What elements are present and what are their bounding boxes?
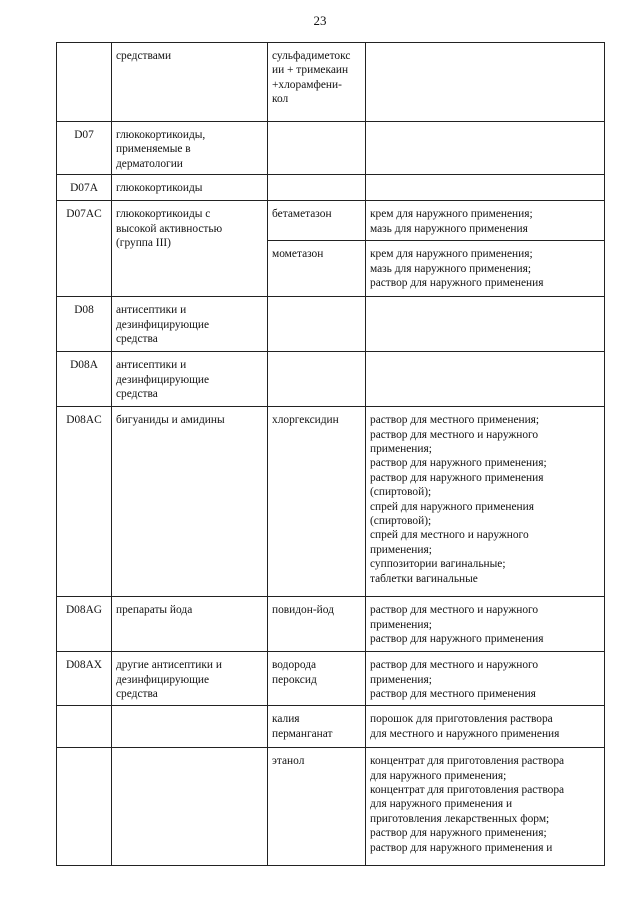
dosage-form-cell-line: для наружного применения; — [370, 769, 507, 782]
anatomical-group-cell-line: средства — [116, 388, 158, 401]
drug-name-cell — [268, 297, 366, 352]
drug-name-cell-line: кол — [272, 93, 289, 106]
atc-code-cell-line: D08A — [70, 359, 98, 372]
dosage-form-cell-line: раствор для местного применения; — [370, 414, 540, 427]
drug-table — [56, 42, 605, 866]
anatomical-group-cell-line: антисептики и — [116, 304, 187, 317]
table-row — [57, 201, 605, 241]
dosage-form-cell — [366, 352, 605, 407]
atc-code-cell-line: D07A — [70, 182, 98, 195]
table-row — [57, 297, 605, 352]
dosage-form-cell-line: концентрат для приготовления раствора — [370, 755, 565, 768]
drug-name-cell — [268, 122, 366, 175]
dosage-form-cell-line: крем для наружного применения; — [370, 248, 533, 261]
drug-name-cell-line: хлоргексидин — [272, 414, 339, 427]
atc-code-cell — [57, 43, 112, 122]
drug-name-cell-line: перманганат — [272, 727, 333, 740]
anatomical-group-cell-line: глюкокортикоиды с — [116, 208, 211, 221]
drug-name-cell-line: пероксид — [272, 673, 317, 686]
atc-code-cell — [57, 175, 112, 201]
drug-name-cell-line: сульфадиметокс — [272, 50, 351, 62]
dosage-form-cell — [366, 122, 605, 175]
anatomical-group-cell-line: глюкокортикоиды, — [116, 129, 206, 141]
anatomical-group-cell-line: дезинфицирующие — [116, 318, 210, 331]
anatomical-group-cell-line: дерматологии — [116, 157, 183, 170]
table-row — [57, 652, 605, 706]
dosage-form-cell-line: суппозитории вагинальные; — [370, 558, 506, 571]
dosage-form-cell-line: раствор для наружного применения и — [370, 841, 553, 854]
anatomical-group-cell-line: дезинфицирующие — [116, 373, 210, 386]
dosage-form-cell-line: раствор для местного и наружного — [370, 604, 539, 617]
dosage-form-cell-line: мазь для наружного применения; — [370, 262, 532, 275]
atc-code-cell-line: D07 — [74, 129, 94, 141]
dosage-form-cell-line: таблетки вагинальные — [370, 572, 478, 585]
anatomical-group-cell-line: бигуаниды и амидины — [116, 414, 225, 427]
anatomical-group-cell — [112, 122, 268, 175]
atc-code-cell — [57, 201, 112, 297]
atc-code-cell-line: D08AX — [65, 659, 103, 672]
drug-name-cell-line: этанол — [272, 755, 305, 768]
dosage-form-cell-line: раствор для наружного применения — [370, 277, 544, 290]
dosage-form-cell-line: порошок для приготовления раствора — [370, 713, 553, 726]
anatomical-group-cell-line: высокой активностью — [116, 222, 223, 235]
anatomical-group-cell-line: препараты йода — [116, 604, 193, 617]
table-row — [57, 43, 605, 122]
dosage-form-cell — [366, 241, 605, 297]
anatomical-group-cell — [112, 297, 268, 352]
anatomical-group-cell — [112, 706, 268, 748]
dosage-form-cell-line: раствор для наружного применения — [370, 633, 544, 646]
drug-name-cell — [268, 175, 366, 201]
page-number: 23 — [313, 13, 327, 28]
dosage-form-cell-line: раствор для местного и наружного — [370, 659, 539, 672]
dosage-form-cell-line: спрей для местного и наружного — [370, 529, 529, 542]
drug-name-cell — [268, 43, 366, 122]
anatomical-group-cell-line: средства — [116, 333, 158, 346]
drug-name-cell-line: водорода — [272, 659, 317, 672]
atc-code-cell — [57, 748, 112, 866]
dosage-form-cell — [366, 748, 605, 866]
anatomical-group-cell — [112, 201, 268, 297]
anatomical-group-cell — [112, 175, 268, 201]
dosage-form-cell — [366, 175, 605, 201]
atc-code-cell — [57, 122, 112, 175]
dosage-form-cell-line: раствор для наружного применения; — [370, 457, 547, 470]
anatomical-group-cell — [112, 352, 268, 407]
dosage-form-cell — [366, 407, 605, 597]
anatomical-group-cell-line: средства — [116, 688, 158, 701]
drug-name-cell-line: ии + тримекаин — [272, 64, 349, 77]
dosage-form-cell-line: (спиртовой); — [370, 515, 432, 528]
dosage-form-cell-line: приготовления лекарственных форм; — [370, 812, 550, 825]
drug-name-cell — [268, 241, 366, 297]
dosage-form-cell-line: для местного и наружного применения — [370, 727, 560, 740]
drug-name-cell — [268, 352, 366, 407]
drug-name-cell — [268, 201, 366, 241]
dosage-form-cell — [366, 652, 605, 706]
dosage-form-cell-line: применения; — [370, 443, 432, 456]
drug-name-cell-line: +хлорамфени- — [272, 78, 342, 91]
anatomical-group-cell-line: глюкокортикоиды — [116, 182, 203, 195]
dosage-form-cell-line: применения; — [370, 543, 432, 556]
drug-name-cell-line: мометазон — [272, 248, 324, 261]
anatomical-group-cell — [112, 748, 268, 866]
dosage-form-cell-line: применения; — [370, 673, 432, 686]
atc-code-cell-line: D08AG — [65, 604, 103, 617]
table-row — [57, 706, 605, 748]
dosage-form-cell-line: спрей для наружного применения — [370, 500, 534, 513]
drug-name-cell — [268, 748, 366, 866]
dosage-form-cell-line: применения; — [370, 618, 432, 631]
drug-name-cell — [268, 652, 366, 706]
dosage-form-cell — [366, 706, 605, 748]
anatomical-group-cell — [112, 43, 268, 122]
dosage-form-cell-line: раствор для местного применения — [370, 688, 536, 701]
anatomical-group-cell-line: антисептики и — [116, 359, 187, 372]
atc-code-cell-line: D07AC — [66, 208, 102, 221]
dosage-form-cell — [366, 597, 605, 652]
dosage-form-cell-line: для наружного применения и — [370, 798, 513, 811]
table-body — [57, 43, 605, 866]
atc-code-cell — [57, 597, 112, 652]
dosage-form-cell-line: мазь для наружного применения — [370, 222, 528, 235]
anatomical-group-cell-line: средствами — [116, 50, 172, 62]
dosage-form-cell-line: раствор для местного и наружного — [370, 428, 539, 441]
dosage-form-cell — [366, 201, 605, 241]
table-row — [57, 407, 605, 597]
dosage-form-cell — [366, 43, 605, 122]
drug-name-cell-line: калия — [272, 713, 300, 726]
atc-code-cell — [57, 352, 112, 407]
anatomical-group-cell-line: другие антисептики и — [116, 659, 222, 672]
dosage-form-cell — [366, 297, 605, 352]
anatomical-group-cell — [112, 652, 268, 706]
atc-code-cell-line: D08AC — [66, 414, 102, 427]
anatomical-group-cell-line: применяемые в — [116, 143, 191, 156]
dosage-form-cell-line: концентрат для приготовления раствора — [370, 784, 565, 797]
dosage-form-cell-line: раствор для наружного применения; — [370, 827, 547, 840]
table-row — [57, 748, 605, 866]
dosage-form-cell-line: раствор для наружного применения — [370, 471, 544, 484]
drug-name-cell — [268, 706, 366, 748]
anatomical-group-cell — [112, 597, 268, 652]
drug-name-cell-line: повидон-йод — [272, 604, 334, 617]
drug-name-cell — [268, 597, 366, 652]
table-row — [57, 175, 605, 201]
atc-code-cell — [57, 297, 112, 352]
atc-code-cell — [57, 407, 112, 597]
dosage-form-cell-line: (спиртовой); — [370, 486, 432, 499]
dosage-form-cell-line: крем для наружного применения; — [370, 208, 533, 221]
table-row — [57, 597, 605, 652]
anatomical-group-cell-line: (группа III) — [116, 237, 171, 250]
atc-code-cell-line: D08 — [74, 304, 94, 317]
drug-name-cell — [268, 407, 366, 597]
table-row — [57, 122, 605, 175]
atc-code-cell — [57, 706, 112, 748]
anatomical-group-cell-line: дезинфицирующие — [116, 673, 210, 686]
atc-code-cell — [57, 652, 112, 706]
table-row — [57, 352, 605, 407]
drug-name-cell-line: бетаметазон — [272, 208, 332, 221]
anatomical-group-cell — [112, 407, 268, 597]
